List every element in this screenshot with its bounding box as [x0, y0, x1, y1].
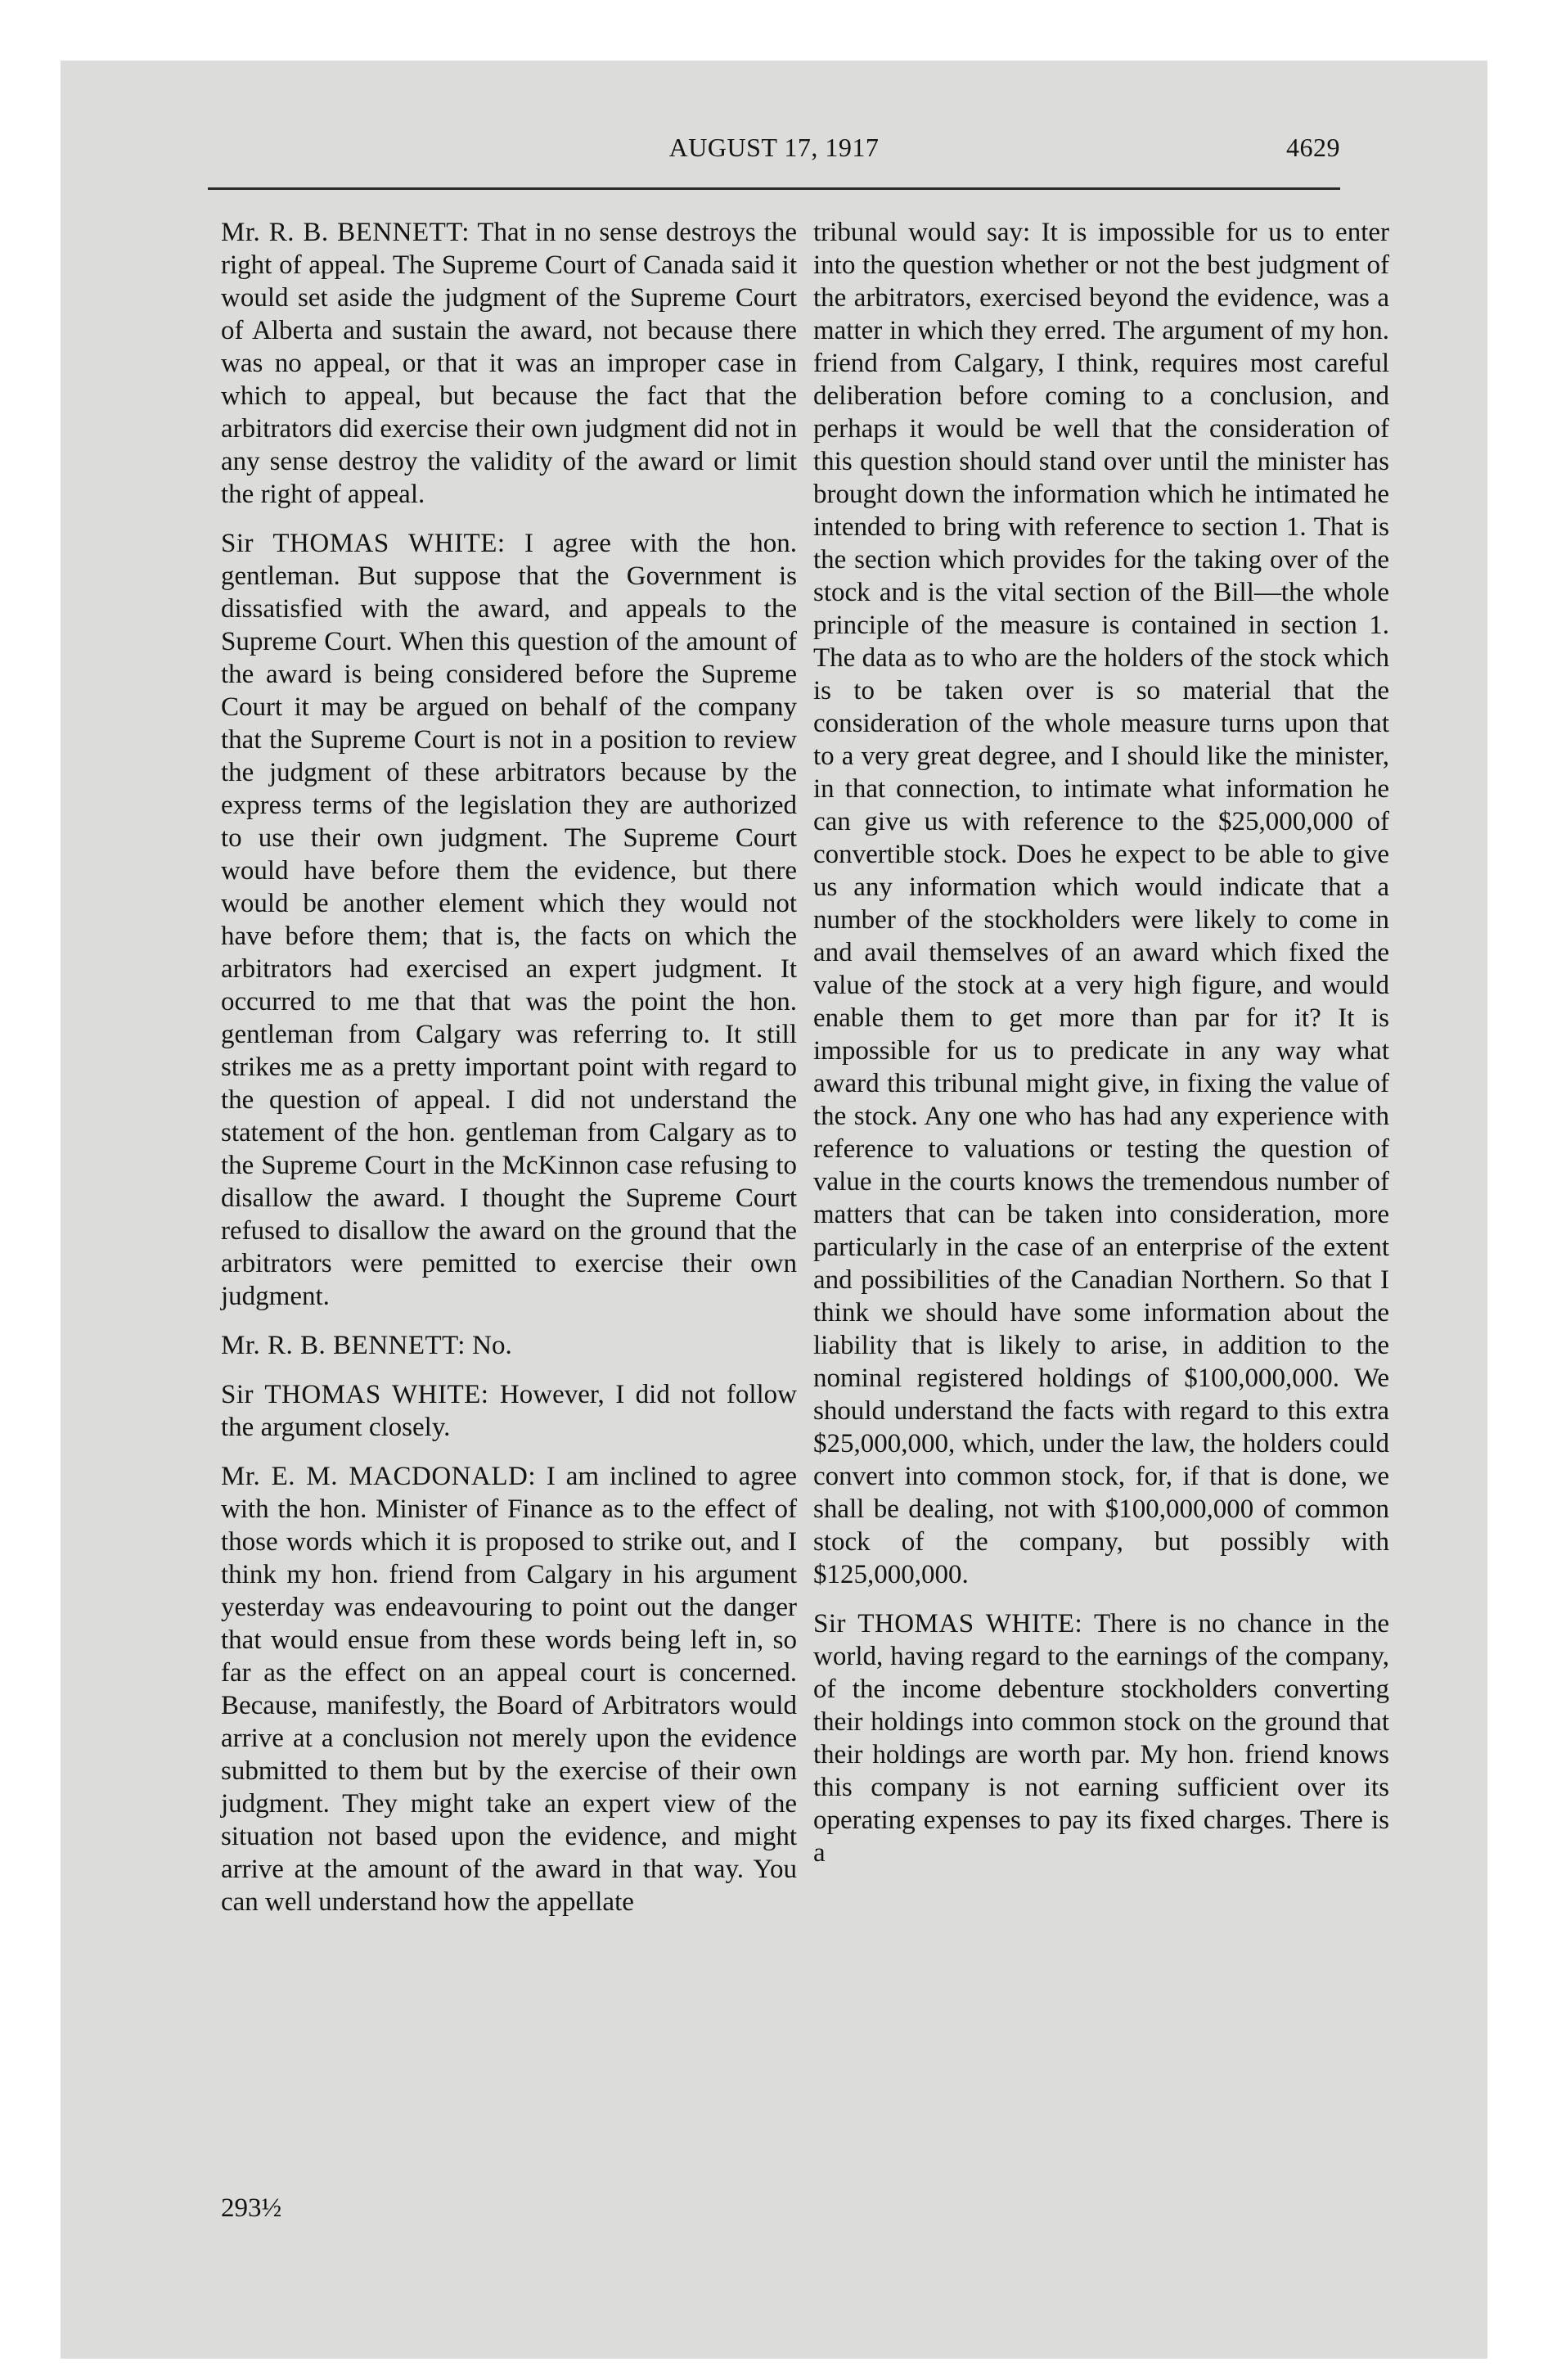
paragraph [221, 216, 797, 511]
speaker-name: Sir THOMAS WHITE: [221, 1380, 489, 1409]
page-date: AUGUST 17, 1917 [668, 133, 880, 162]
speaker-name: Mr. R. B. BENNETT: [221, 1331, 466, 1360]
speaker-name: Mr. E. M. MACDONALD: [221, 1462, 537, 1491]
page-number: 4629 [1286, 133, 1340, 162]
right-column [813, 216, 1389, 1886]
paragraph-text: However, I did not follow the argument closely. [221, 1380, 798, 1442]
paragraph-text: No. [472, 1331, 512, 1360]
paragraph-text: I agree with the hon. gentleman. But suppose that the Government is dissatisfied with the award, and appeals to the Supreme Court. When this question of the amount of the award is being considered before the Supreme Court it may be argued on behalf of the company that the Supreme Court is not in a position to review the judgment of these arbitrators because by the express terms of the legislation they are authorized to use their own judgment. The Supreme Court would have before them the evidence, but there would be another element which they would not have before them; that is, the facts on which the arbitrators had exercised an expert judgment. It occurred to me that that was the point the hon. gentleman from Calgary was referring to. It still strikes me as a pretty important point with regard to the question of appeal. I did not understand the statement of the hon. gentleman from Calgary as to the Supreme Court in the McKinnon case refusing to disallow the award. I thought the Supreme Court refused to disallow the award on the ground that the arbitrators were pemitted to exercise their own judgment. [221, 529, 798, 1311]
paragraph-text: That in no sense destroys the right of appeal. The Supreme Court of Canada said it would set aside the judgment of the Supreme Court of Alberta and sustain the award, not because there was no appeal, or that it was an improper case in which to appeal, but because the fact that the arbitrators did exercise their own judgment did not in any sense destroy the validity of the award or limit the right of appeal. [221, 218, 797, 509]
speaker-name: Sir THOMAS WHITE: [813, 1609, 1083, 1639]
paragraph [813, 1607, 1389, 1869]
paragraph [221, 1460, 797, 1918]
paragraph [221, 1329, 797, 1362]
left-column [221, 216, 797, 1935]
header-rule [208, 187, 1340, 190]
paragraph-text: There is no chance in the world, having regard to the earnings of the company, of the income debenture stockholders converting their holdings into common stock on the ground that their holdings are worth par. My hon. friend knows this company is not earning sufficient over its operating expenses to pay its fixed charges. There is a [813, 1609, 1389, 1868]
paragraph-text: tribunal would say: It is impossible for us to enter into the question whether or not the best judgment of the arbitrators, exercised beyond the evidence, was a matter in which they erred. The argument of my hon. friend from Calgary, I think, requires most careful deliberation before coming to a conclusion, and perhaps it would be well that the consideration of this question should stand over until the minister has brought down the information which he intimated he intended to bring with reference to section 1. That is the section which provides for the taking over of the stock and is the vital section of the Bill—the whole principle of the measure is contained in section 1. The data as to who are the holders of the stock which is to be taken over is so material that the consideration of the whole measure turns upon that to a very great degree, and I should like the minister, in that connection, to intimate what information he can give us with reference to the $25,000,000 of convertible stock. Does he expect to be able to give us any information which would indicate that a number of the stockholders were likely to come in and avail themselves of an award which fixed the value of the stock at a very high figure, and would enable them to get more than par for it? It is impossible for us to predicate in any way what award this tribunal might give, in fixing the value of the stock. Any one who has had any experience with reference to valuations or testing the question of value in the courts knows the tremendous number of matters that can be taken into consideration, more particularly in the case of an enterprise of the extent and possibilities of the Canadian Northern. So that I think we should have some information about the liability that is likely to arise, in addition to the nominal registered holdings of $100,000,000. We should understand the facts with regard to this extra $25,000,000, which, under the law, the holders could convert into common stock, for, if that is done, we shall be dealing, not with $100,000,000 of common stock of the company, but possibly with $125,000,000. [813, 218, 1389, 1589]
paragraph-text: I am inclined to agree with the hon. Minister of Finance as to the effect of those words which it is proposed to strike out, and I think my hon. friend from Calgary in his argument yesterday was endeavouring to point out the danger that would ensue from these words being left in, so far as the effect on an appeal court is concerned. Because, manifestly, the Board of Arbitrators would arrive at a conclusion not merely upon the evidence submitted to them but by the exercise of their own judgment. They might take an expert view of the situation not based upon the evidence, and might arrive at the amount of the award in that way. You can well understand how the appellate [221, 1462, 798, 1917]
paragraph [221, 1378, 797, 1444]
speaker-name: Sir THOMAS WHITE: [221, 529, 506, 558]
signature-mark: 293½ [221, 2193, 282, 2223]
paragraph [221, 527, 797, 1313]
paragraph [813, 216, 1389, 1591]
scanned-page [61, 61, 1487, 2359]
speaker-name: Mr. R. B. BENNETT: [221, 218, 470, 247]
